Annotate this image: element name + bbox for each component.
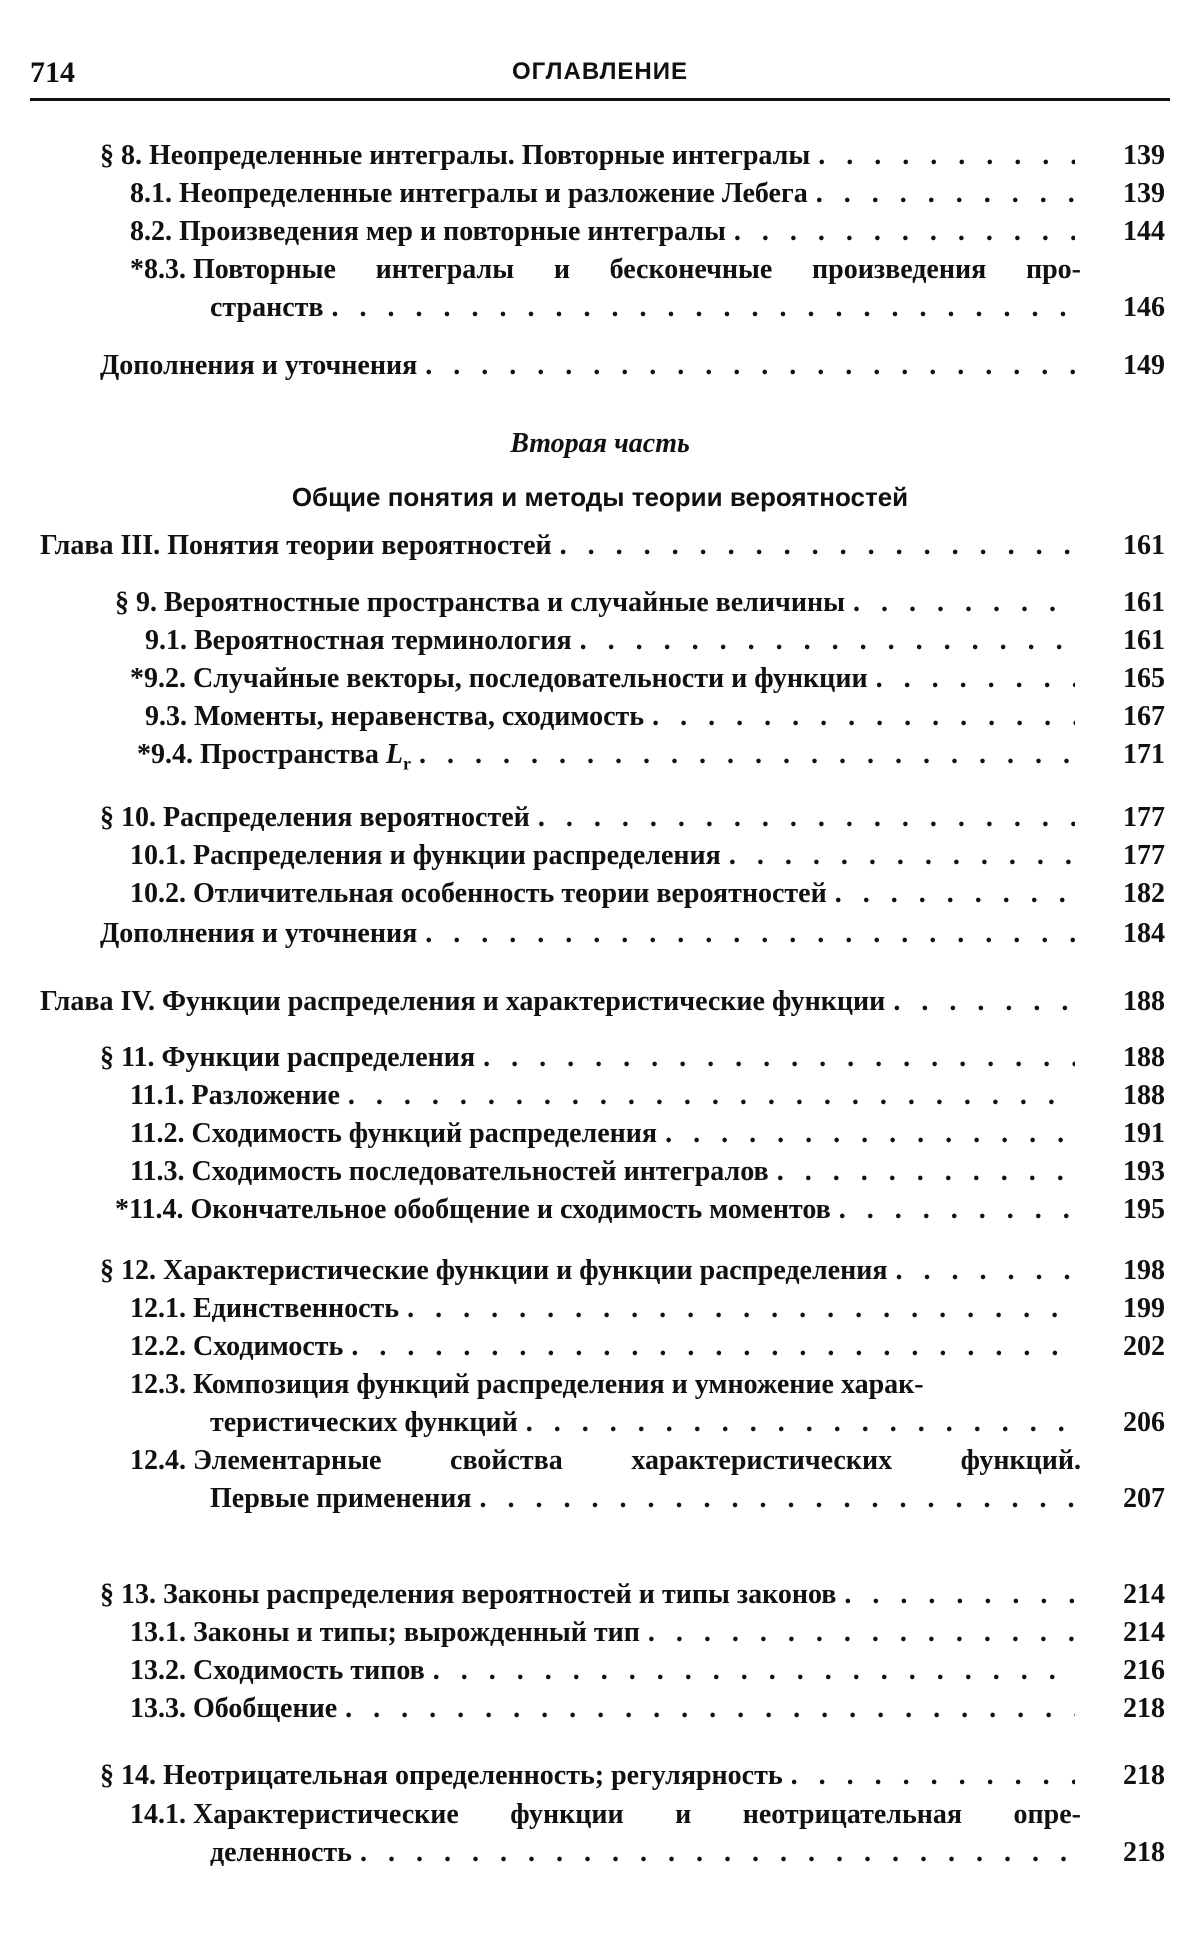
toc-entry[interactable]: [40, 528, 1165, 564]
toc-entry-page: 188: [1123, 986, 1165, 1017]
toc-entry-number: 12.2.: [130, 1331, 193, 1362]
page-number: 714: [30, 56, 75, 89]
toc-entry-page: 193: [1123, 1156, 1165, 1187]
toc-entry-title: Дополнения и уточнения: [100, 350, 418, 381]
toc-entry-page: 218: [1123, 1837, 1165, 1868]
toc-entry[interactable]: [130, 661, 1165, 697]
toc-entry-title: Единственность: [193, 1293, 400, 1324]
toc-entry-title: Распределения и функции распределения: [193, 840, 721, 871]
toc-entry[interactable]: [130, 1291, 1165, 1327]
toc-entry[interactable]: [100, 1040, 1165, 1076]
toc-entry-title: Функции распределения и характеристические функции: [162, 986, 886, 1017]
toc-leader-dots: [853, 585, 1075, 621]
part-title: Вторая часть: [510, 428, 690, 459]
toc-entry-title: Вероятностная терминология: [194, 625, 572, 656]
toc-entry-title: Неопределенные интегралы. Повторные интегралы: [149, 140, 811, 171]
toc-entry-number: 11.1.: [130, 1080, 192, 1111]
toc-entry-number: 12.1.: [130, 1293, 193, 1324]
toc-leader-dots: [839, 1192, 1075, 1228]
toc-entry[interactable]: [145, 623, 1165, 659]
toc-entry-page: 165: [1123, 663, 1165, 694]
toc-leader-dots: [560, 528, 1075, 564]
toc-entry-title-continuation: Первые применения: [210, 1483, 472, 1514]
toc-entry[interactable]: [100, 348, 1165, 384]
toc-entry-page: 207: [1123, 1483, 1165, 1514]
toc-entry-page: 139: [1123, 178, 1165, 209]
toc-entry[interactable]: [100, 1253, 1165, 1289]
toc-entry[interactable]: [137, 737, 1165, 773]
toc-entry-page: 198: [1123, 1255, 1165, 1286]
toc-entry-page: 161: [1123, 530, 1165, 561]
toc-leader-dots: [351, 1329, 1075, 1365]
toc-leader-dots: [348, 1078, 1075, 1114]
toc-entry-number: § 13.: [100, 1579, 163, 1610]
toc-entry-page: 167: [1123, 701, 1165, 732]
toc-entry[interactable]: [130, 1116, 1165, 1152]
toc-entry-page: 188: [1123, 1080, 1165, 1111]
toc-leader-dots: [896, 1253, 1075, 1289]
toc-entry[interactable]: [130, 1367, 1165, 1403]
toc-entry[interactable]: [115, 1192, 1165, 1228]
toc-entry-number: 12.3.: [130, 1369, 193, 1400]
toc-entry[interactable]: [100, 1577, 1165, 1613]
toc-entry-number: Глава III.: [40, 530, 168, 561]
toc-entry-page: 171: [1123, 739, 1165, 770]
toc-entry-title: Разложение: [191, 1080, 340, 1111]
toc-leader-dots: [433, 1653, 1075, 1689]
toc-leader-dots: [816, 176, 1075, 212]
toc-entry-title: Сходимость типов: [193, 1655, 425, 1686]
toc-entry[interactable]: [130, 838, 1165, 874]
toc-entry-continuation[interactable]: [210, 290, 1165, 326]
toc-entry-number: 11.2.: [130, 1118, 192, 1149]
toc-entry-title: Законы распределения вероятностей и типы законов: [163, 1579, 837, 1610]
toc-entry-page: 146: [1123, 292, 1165, 323]
toc-entry-page: 214: [1123, 1617, 1165, 1648]
toc-entry[interactable]: [100, 1758, 1165, 1794]
toc-leader-dots: [360, 1835, 1075, 1871]
toc-entry-title: Законы и типы; вырожденный тип: [193, 1617, 640, 1648]
toc-entry[interactable]: [115, 585, 1165, 621]
toc-entry-title: Пространства $L_r$: [200, 739, 411, 774]
toc-leader-dots: [844, 1577, 1075, 1613]
toc-entry-number: *9.2.: [130, 663, 193, 694]
toc-leader-dots: [729, 838, 1075, 874]
toc-leader-dots: [734, 214, 1075, 250]
running-head: ОГЛАВЛЕНИЕ: [511, 58, 689, 85]
toc-entry-title: Дополнения и уточнения: [100, 918, 418, 949]
toc-entry-title: Случайные векторы, последовательности и функции: [193, 663, 868, 694]
toc-entry-title: Произведения мер и повторные интегралы: [179, 216, 726, 247]
toc-entry-title: Функции распределения: [161, 1042, 476, 1073]
toc-entry[interactable]: [130, 1078, 1165, 1114]
toc-leader-dots: [893, 984, 1075, 1020]
toc-entry-number: 9.3.: [145, 701, 194, 732]
toc-leader-dots: [777, 1154, 1075, 1190]
toc-leader-dots: [835, 876, 1075, 912]
toc-entry-number: 8.1.: [130, 178, 179, 209]
toc-entry-number: 9.1.: [145, 625, 194, 656]
toc-entry-number: 11.3.: [130, 1156, 192, 1187]
toc-leader-dots: [332, 290, 1075, 326]
toc-entry-title: Элементарные свойства характеристических функций.: [193, 1445, 1081, 1476]
toc-entry[interactable]: [130, 1443, 1165, 1479]
toc-entry-number: *11.4.: [115, 1194, 191, 1225]
toc-entry-page: 214: [1123, 1579, 1165, 1610]
toc-entry[interactable]: [130, 1154, 1165, 1190]
toc-entry-title: Отличительная особенность теории вероятностей: [193, 878, 827, 909]
toc-leader-dots: [407, 1291, 1075, 1327]
toc-entry-title: Характеристические функции и неотрицательная опре-: [193, 1799, 1081, 1830]
toc-entry-number: § 10.: [100, 802, 163, 833]
toc-entry-number: § 14.: [100, 1760, 163, 1791]
toc-entry-number: § 9.: [115, 587, 164, 618]
toc-entry-title: Характеристические функции и функции распределения: [163, 1255, 888, 1286]
toc-entry-continuation[interactable]: [210, 1481, 1165, 1517]
toc-entry-title: Сходимость функций распределения: [191, 1118, 658, 1149]
toc-entry[interactable]: [145, 699, 1165, 735]
toc-entry-number: 13.2.: [130, 1655, 193, 1686]
toc-entry-number: § 11.: [100, 1042, 162, 1073]
toc-entry-title: Окончательное обобщение и сходимость моментов: [190, 1194, 831, 1225]
toc-entry-page: 139: [1123, 140, 1165, 171]
toc-entry[interactable]: [40, 984, 1165, 1020]
toc-entry-title-continuation: деленность: [210, 1837, 352, 1868]
toc-leader-dots: [648, 1615, 1075, 1651]
toc-entry-number: § 12.: [100, 1255, 163, 1286]
toc-entry-title: Сходимость последовательностей интегралов: [191, 1156, 769, 1187]
toc-entry-title: Сходимость: [193, 1331, 344, 1362]
toc-entry[interactable]: [130, 176, 1165, 212]
toc-leader-dots: [425, 916, 1075, 952]
toc-entry-page: 184: [1123, 918, 1165, 949]
toc-entry-number: § 8.: [100, 140, 149, 171]
toc-entry[interactable]: [130, 252, 1165, 288]
toc-entry-page: 202: [1123, 1331, 1165, 1362]
toc-leader-dots: [580, 623, 1075, 659]
toc-entry-number: 13.1.: [130, 1617, 193, 1648]
toc-entry[interactable]: [130, 1691, 1165, 1727]
toc-entry-page: 195: [1123, 1194, 1165, 1225]
toc-entry-page: 188: [1123, 1042, 1165, 1073]
toc-entry-page: 182: [1123, 878, 1165, 909]
toc-entry[interactable]: [130, 1329, 1165, 1365]
toc-entry-number: 10.2.: [130, 878, 193, 909]
toc-entry-title: Моменты, неравенства, сходимость: [194, 701, 645, 732]
toc-leader-dots: [526, 1405, 1075, 1441]
toc-entry-page: 177: [1123, 840, 1165, 871]
toc-leader-dots: [818, 138, 1075, 174]
toc-entry-continuation[interactable]: [210, 1835, 1165, 1871]
toc-leader-dots: [483, 1040, 1075, 1076]
toc-leader-dots: [425, 348, 1075, 384]
toc-entry-number: *8.3.: [130, 254, 193, 285]
toc-entry[interactable]: [130, 876, 1165, 912]
toc-entry[interactable]: [100, 916, 1165, 952]
toc-leader-dots: [419, 737, 1075, 773]
toc-leader-dots: [345, 1691, 1075, 1727]
toc-entry-title: Вероятностные пространства и случайные величины: [164, 587, 845, 618]
toc-entry[interactable]: [130, 1653, 1165, 1689]
toc-entry-page: 144: [1123, 216, 1165, 247]
toc-entry-title-continuation: странств: [210, 292, 324, 323]
part-subtitle: Общие понятия и методы теории вероятностей: [291, 482, 909, 512]
toc-entry[interactable]: [130, 214, 1165, 250]
toc-entry-title: Неопределенные интегралы и разложение Лебега: [179, 178, 808, 209]
toc-entry-page: 218: [1123, 1693, 1165, 1724]
toc-entry-number: Глава IV.: [40, 986, 162, 1017]
toc-leader-dots: [480, 1481, 1075, 1517]
toc-leader-dots: [652, 699, 1075, 735]
toc-entry[interactable]: [130, 1615, 1165, 1651]
toc-entry-title: Композиция функций распределения и умножение харак-: [193, 1369, 924, 1400]
toc-entry-title: Обобщение: [193, 1693, 338, 1724]
toc-entry-number: 10.1.: [130, 840, 193, 871]
toc-entry-page: 218: [1123, 1760, 1165, 1791]
toc-entry-number: 13.3.: [130, 1693, 193, 1724]
toc-entry-continuation[interactable]: [210, 1405, 1165, 1441]
toc-entry-title-continuation: теристических функций: [210, 1407, 518, 1438]
toc-entry-number: 14.1.: [130, 1799, 193, 1830]
toc-entry[interactable]: [100, 800, 1165, 836]
toc-entry-page: 199: [1123, 1293, 1165, 1324]
toc-entry-page: 216: [1123, 1655, 1165, 1686]
toc-entry-number: *9.4.: [137, 739, 200, 770]
toc-entry-title: Повторные интегралы и бесконечные произведения про-: [193, 254, 1081, 285]
toc-entry-page: 177: [1123, 802, 1165, 833]
toc-leader-dots: [538, 800, 1075, 836]
toc-entry[interactable]: [130, 1797, 1165, 1833]
toc-entry-number: 8.2.: [130, 216, 179, 247]
toc-entry-page: 149: [1123, 350, 1165, 381]
toc-leader-dots: [665, 1116, 1075, 1152]
toc-entry-number: 12.4.: [130, 1445, 193, 1476]
toc-entry-title: Понятия теории вероятностей: [167, 530, 552, 561]
toc-entry-page: 161: [1123, 625, 1165, 656]
toc-entry-page: 206: [1123, 1407, 1165, 1438]
toc-entry-title: Распределения вероятностей: [163, 802, 530, 833]
toc-entry-page: 161: [1123, 587, 1165, 618]
toc-entry[interactable]: [100, 138, 1165, 174]
toc-entry-page: 191: [1123, 1118, 1165, 1149]
toc-entry-title: Неотрицательная определенность; регулярность: [163, 1760, 783, 1791]
toc-leader-dots: [876, 661, 1075, 697]
toc-leader-dots: [791, 1758, 1075, 1794]
